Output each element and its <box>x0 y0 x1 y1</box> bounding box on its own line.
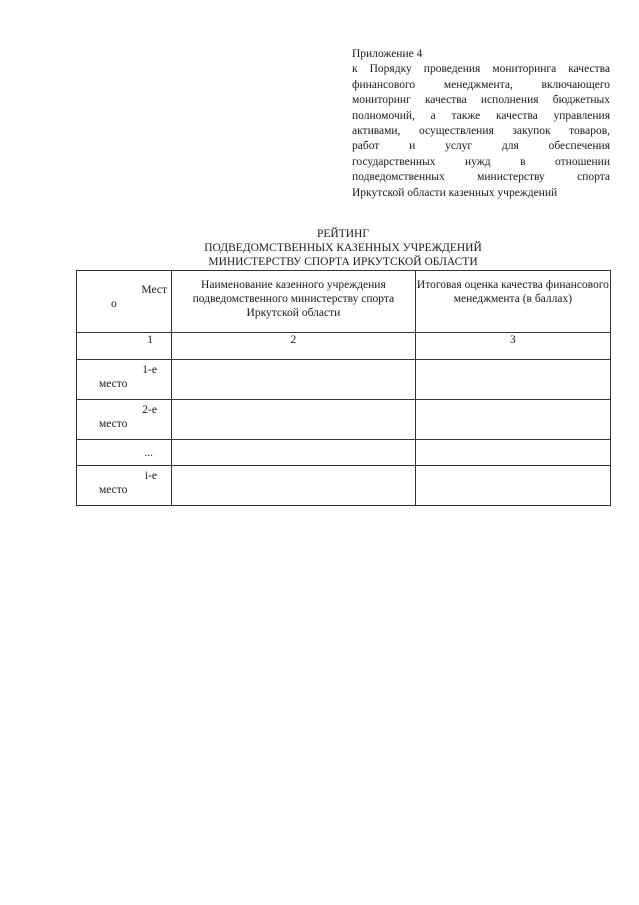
column-number: 1 <box>77 333 172 360</box>
table-header-row <box>77 271 611 333</box>
score-cell <box>415 360 610 400</box>
place-cell <box>77 360 172 400</box>
appendix-line: работ и услуг для обеспечения <box>352 140 610 153</box>
institution-cell <box>171 466 415 506</box>
appendix-line: Приложение 4 <box>352 48 423 60</box>
appendix-line: подведомственных министерству спорта <box>352 171 610 184</box>
table-row <box>77 400 611 440</box>
document-title <box>76 227 610 269</box>
table-row <box>77 440 611 466</box>
table-row <box>77 466 611 506</box>
title-line: МИНИСТЕРСТВУ СПОРТА ИРКУТСКОЙ ОБЛАСТИ <box>208 256 478 268</box>
header-place <box>77 271 172 333</box>
appendix-line: Иркутской области казенных учреждений <box>352 186 558 199</box>
appendix-line: мониторинг качества исполнения бюджетных <box>352 94 610 107</box>
header-place-part: Мест <box>141 284 167 296</box>
header-final-score: Итоговая оценка качества финансового менеджмента (в баллах) <box>415 271 610 333</box>
column-number: 2 <box>171 333 415 360</box>
appendix-line: полномочий, а также качества управления <box>352 109 610 122</box>
place-word: место <box>99 418 128 430</box>
appendix-line: к Порядку проведения мониторинга качества <box>352 63 610 76</box>
title-line: ПОДВЕДОМСТВЕННЫХ КАЗЕННЫХ УЧРЕЖДЕНИЙ <box>204 242 482 254</box>
title-line: РЕЙТИНГ <box>316 228 369 240</box>
institution-cell <box>171 400 415 440</box>
appendix-line: активами, осуществления закупок товаров, <box>352 124 610 137</box>
institution-cell <box>171 360 415 400</box>
place-word: место <box>99 378 128 390</box>
place-word: место <box>99 484 128 496</box>
score-cell <box>415 440 610 466</box>
place-rank: i-е <box>144 470 157 482</box>
appendix-note <box>352 47 610 201</box>
place-cell <box>77 400 172 440</box>
place-rank: 2-е <box>142 404 157 416</box>
header-place-part: о <box>111 298 117 310</box>
place-cell <box>77 466 172 506</box>
table-number-row <box>77 333 611 360</box>
header-institution-name: Наименование казенного учреждения подведомственного министерству спорта Иркутской области <box>171 271 415 333</box>
appendix-line: финансового менеджмента, включающего <box>352 78 610 91</box>
score-cell <box>415 466 610 506</box>
ellipsis-cell: ... <box>77 440 172 466</box>
institution-cell <box>171 440 415 466</box>
appendix-line: государственных нужд в отношении <box>352 155 610 168</box>
score-cell <box>415 400 610 440</box>
table-row <box>77 360 611 400</box>
rating-table <box>76 270 611 506</box>
place-rank: 1-е <box>142 364 157 376</box>
column-number: 3 <box>415 333 610 360</box>
